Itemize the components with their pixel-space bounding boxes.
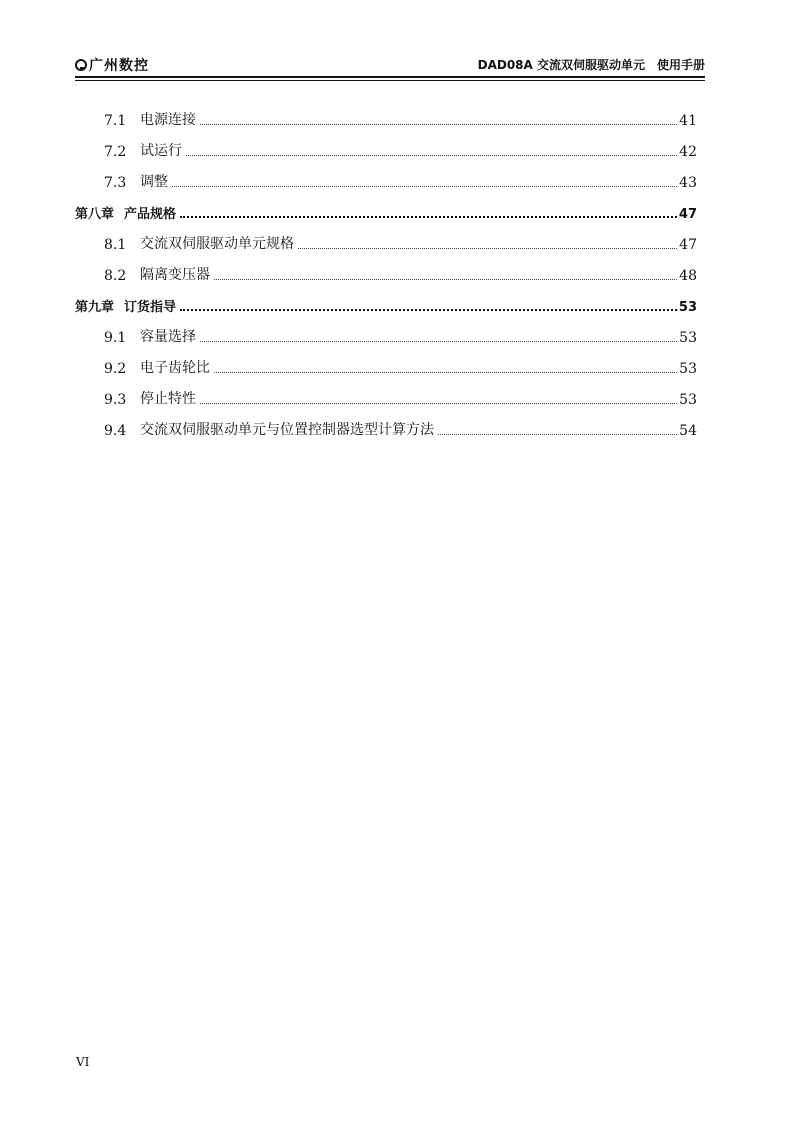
page-header — [75, 54, 705, 76]
toc-dot-leader — [438, 434, 677, 435]
toc-entry-title: 容量选择 — [140, 329, 196, 345]
toc-dot-leader — [186, 155, 677, 156]
toc-section-entry[interactable] — [75, 160, 697, 191]
toc-entry-title: 试运行 — [140, 143, 182, 159]
toc-entry-page: 47 — [679, 237, 697, 253]
toc-entry-number: 7.2 — [104, 144, 127, 160]
toc-entry-page: 53 — [679, 361, 697, 377]
toc-entry-number: 7.3 — [104, 175, 127, 191]
toc-entry-title: 订货指导 — [124, 300, 177, 315]
toc-entry-number: 9.4 — [104, 423, 127, 439]
toc-entry-number: 第八章 — [75, 207, 115, 222]
toc-entry-page: 54 — [679, 423, 697, 439]
toc-section-entry[interactable] — [75, 377, 697, 408]
toc-chapter-entry[interactable] — [75, 284, 697, 315]
toc-entry-page: 43 — [679, 175, 697, 191]
toc-entry-page: 48 — [679, 268, 697, 284]
manual-title: DAD08A 交流双伺服驱动单元 使用手册 — [477, 58, 705, 72]
toc-dot-leader — [200, 403, 677, 404]
toc-entry-page: 41 — [679, 113, 697, 129]
toc-dot-leader — [180, 216, 677, 218]
toc-entry-page: 53 — [679, 392, 697, 408]
toc-dot-leader — [200, 124, 677, 125]
company-logo — [75, 56, 149, 74]
toc-section-entry[interactable] — [75, 408, 697, 439]
toc-section-entry[interactable] — [75, 346, 697, 377]
toc-entry-number: 9.2 — [104, 361, 127, 377]
toc-entry-number: 9.1 — [104, 330, 127, 346]
logo-icon — [75, 59, 87, 71]
table-of-contents — [75, 98, 697, 439]
toc-entry-title: 停止特性 — [140, 391, 196, 407]
header-divider — [75, 76, 705, 81]
toc-dot-leader — [298, 248, 677, 249]
toc-section-entry[interactable] — [75, 222, 697, 253]
toc-dot-leader — [172, 186, 677, 187]
logo-text: 广州数控 — [89, 58, 149, 74]
toc-section-entry[interactable] — [75, 129, 697, 160]
toc-entry-number: 8.2 — [104, 268, 127, 284]
page-number: VI — [76, 1055, 90, 1069]
toc-entry-number: 9.3 — [104, 392, 127, 408]
toc-entry-page: 53 — [679, 330, 697, 346]
toc-entry-number: 第九章 — [75, 300, 115, 315]
toc-section-entry[interactable] — [75, 98, 697, 129]
toc-dot-leader — [180, 309, 677, 311]
toc-entry-page: 53 — [678, 300, 697, 315]
toc-dot-leader — [214, 372, 677, 373]
toc-entry-title: 电源连接 — [140, 112, 196, 128]
toc-section-entry[interactable] — [75, 253, 697, 284]
toc-chapter-entry[interactable] — [75, 191, 697, 222]
toc-entry-page: 47 — [678, 207, 697, 222]
toc-entry-title: 电子齿轮比 — [140, 360, 210, 376]
toc-entry-page: 42 — [679, 144, 697, 160]
toc-entry-title: 交流双伺服驱动单元规格 — [140, 236, 294, 252]
toc-entry-number: 8.1 — [104, 237, 127, 253]
toc-entry-title: 产品规格 — [124, 207, 177, 222]
toc-dot-leader — [214, 279, 677, 280]
toc-dot-leader — [200, 341, 677, 342]
toc-entry-title: 隔离变压器 — [140, 267, 210, 283]
toc-entry-title: 交流双伺服驱动单元与位置控制器选型计算方法 — [140, 422, 434, 438]
toc-section-entry[interactable] — [75, 315, 697, 346]
toc-entry-number: 7.1 — [104, 113, 127, 129]
toc-entry-title: 调整 — [140, 174, 168, 190]
